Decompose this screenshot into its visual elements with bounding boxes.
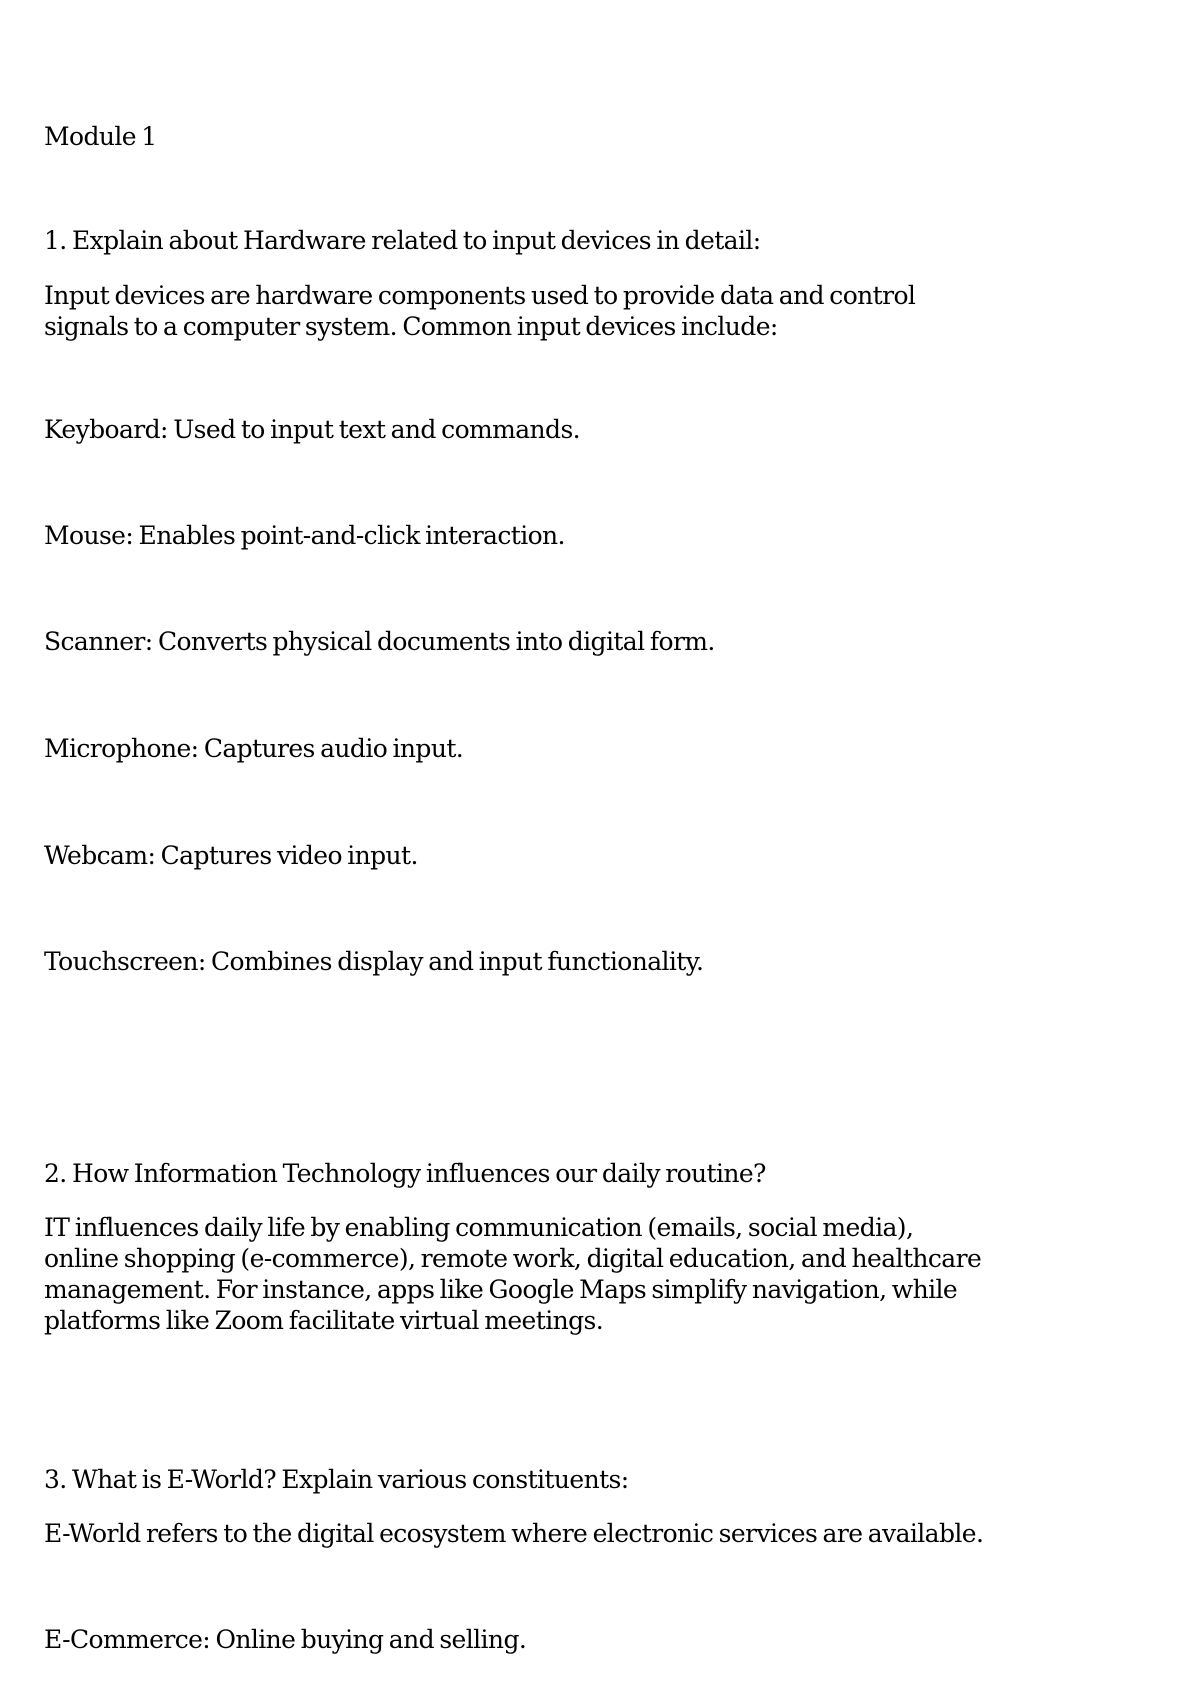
question-1-answer: Input devices are hardware components used to provide data and control signals to a computer system. Common input devices include: (44, 281, 916, 341)
question-2-answer: IT influences daily life by enabling communication (emails, social media), online shopping (e-commerce), remote work, digital education, and healthcare management. For instance, apps like Google Maps simplify navigation, while platforms like Zoom facilitate virtual meetings. (44, 1213, 982, 1335)
question-1-heading: 1. Explain about Hardware related to input devices in detail: (44, 226, 761, 255)
list-item-microphone: Microphone: Captures audio input. (44, 734, 464, 763)
question-3-heading: 3. What is E-World? Explain various constituents: (44, 1465, 629, 1494)
list-item-scanner: Scanner: Converts physical documents into digital form. (44, 627, 715, 656)
list-item-keyboard: Keyboard: Used to input text and commands. (44, 415, 581, 444)
list-item-mouse: Mouse: Enables point-and-click interaction. (44, 521, 565, 550)
question-3-answer: E-World refers to the digital ecosystem where electronic services are available. (44, 1519, 984, 1548)
question-2-heading: 2. How Information Technology influences our daily routine? (44, 1159, 766, 1188)
list-item-e-commerce: E-Commerce: Online buying and selling. (44, 1625, 527, 1654)
list-item-touchscreen: Touchscreen: Combines display and input functionality. (44, 947, 704, 976)
list-item-webcam: Webcam: Captures video input. (44, 841, 418, 870)
module-title: Module 1 (44, 122, 157, 151)
